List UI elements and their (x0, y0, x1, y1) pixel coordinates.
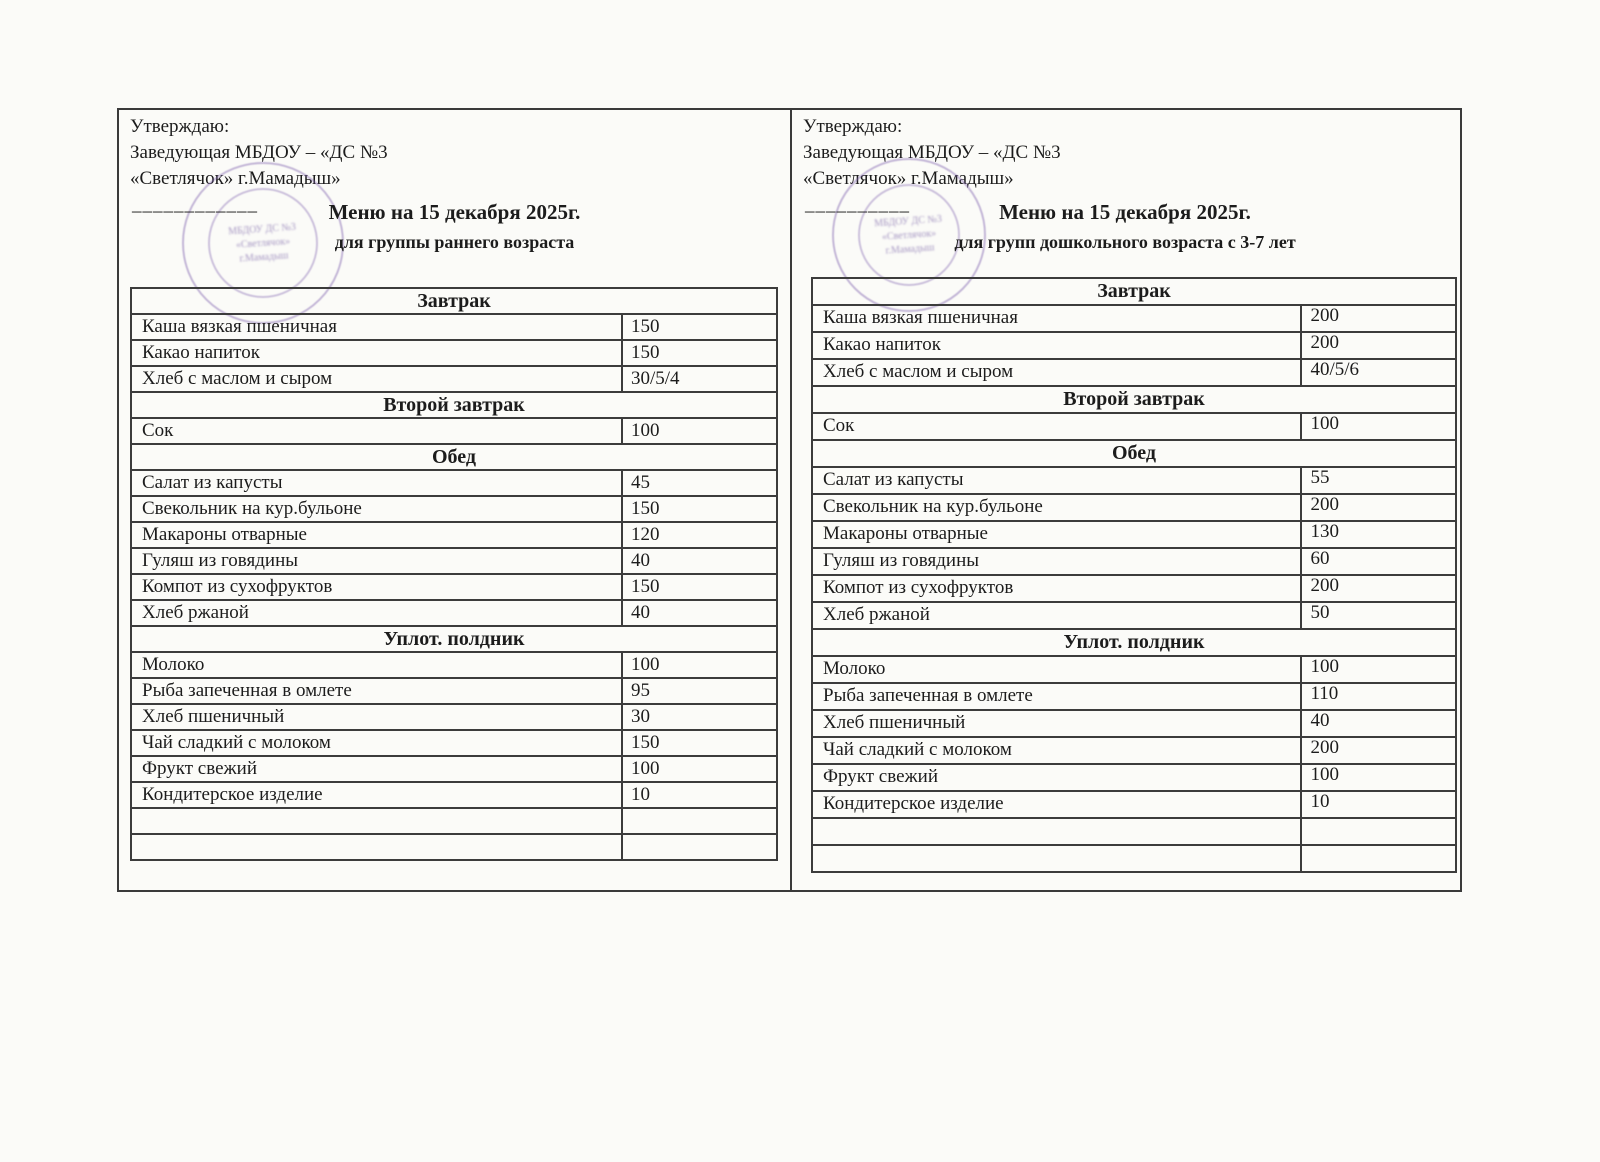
portion-grams: 60 (1301, 548, 1456, 575)
menu-table (130, 287, 778, 861)
portion-grams: 200 (1301, 737, 1456, 764)
menu-item-row (131, 652, 777, 678)
dish-name (812, 845, 1301, 872)
dish-name: Гуляш из говядины (131, 548, 622, 574)
meal-section-label: Уплот. полдник (812, 629, 1456, 656)
menu-item-row (812, 683, 1456, 710)
menu-item-row (812, 467, 1456, 494)
portion-grams: 10 (622, 782, 777, 808)
portion-grams: 150 (622, 574, 777, 600)
dish-name: Компот из сухофруктов (131, 574, 622, 600)
menu-item-row (812, 305, 1456, 332)
menu-subtitle: для группы раннего возраста (334, 232, 575, 252)
portion-grams: 150 (622, 496, 777, 522)
meal-section-row (131, 288, 777, 314)
portion-grams: 120 (622, 522, 777, 548)
portion-grams: 100 (622, 418, 777, 444)
menu-item-row (812, 818, 1456, 845)
portion-grams: 100 (622, 756, 777, 782)
portion-grams: 40 (622, 548, 777, 574)
menu-table (811, 277, 1457, 873)
dish-name: Хлеб ржаной (812, 602, 1301, 629)
portion-grams: 95 (622, 678, 777, 704)
menu-item-row (131, 756, 777, 782)
dish-name: Какао напиток (131, 340, 622, 366)
dish-name (131, 808, 622, 834)
dish-name: Салат из капусты (812, 467, 1301, 494)
portion-grams: 40/5/6 (1301, 359, 1456, 386)
portion-grams (622, 808, 777, 834)
dish-name: Хлеб пшеничный (131, 704, 622, 730)
stamp-text: МБДОУ ДС №3 «Светлячок» г.Мамадыш (873, 213, 943, 257)
approval-line: Утверждаю: (130, 116, 230, 137)
dish-name: Каша вязкая пшеничная (131, 314, 622, 340)
menu-item-row (812, 764, 1456, 791)
menu-item-row (812, 521, 1456, 548)
dish-name: Макароны отварные (131, 522, 622, 548)
dish-name: Свекольник на кур.бульоне (131, 496, 622, 522)
menu-item-row (131, 522, 777, 548)
dish-name: Макароны отварные (812, 521, 1301, 548)
portion-grams (1301, 818, 1456, 845)
menu-item-row (812, 791, 1456, 818)
portion-grams: 55 (1301, 467, 1456, 494)
menu-item-row (131, 366, 777, 392)
portion-grams: 50 (1301, 602, 1456, 629)
meal-section-row (812, 386, 1456, 413)
meal-section-row (812, 278, 1456, 305)
menu-item-row (131, 834, 777, 860)
menu-item-row (131, 340, 777, 366)
dish-name: Рыба запеченная в омлете (131, 678, 622, 704)
portion-grams: 110 (1301, 683, 1456, 710)
portion-grams: 100 (1301, 656, 1456, 683)
dish-name: Гуляш из говядины (812, 548, 1301, 575)
menu-item-row (812, 845, 1456, 872)
approval-line: Заведующая МБДОУ – «ДС №3 (130, 142, 388, 163)
menu-item-row (131, 808, 777, 834)
portion-grams: 10 (1301, 791, 1456, 818)
document-border (117, 108, 1462, 892)
dish-name: Хлеб пшеничный (812, 710, 1301, 737)
menu-item-row (812, 737, 1456, 764)
menu-item-row (812, 413, 1456, 440)
menu-item-row (131, 730, 777, 756)
dish-name: Каша вязкая пшеничная (812, 305, 1301, 332)
dish-name: Чай сладкий с молоком (131, 730, 622, 756)
portion-grams: 30 (622, 704, 777, 730)
menu-title: Меню на 15 декабря 2025г. (999, 200, 1251, 224)
meal-section-label: Уплот. полдник (131, 626, 777, 652)
meal-section-row (812, 629, 1456, 656)
dish-name: Кондитерское изделие (131, 782, 622, 808)
approval-line: Утверждаю: (803, 116, 903, 137)
dish-name (131, 834, 622, 860)
menu-item-row (812, 359, 1456, 386)
dish-name: Сок (131, 418, 622, 444)
dish-name: Сок (812, 413, 1301, 440)
meal-section-row (131, 444, 777, 470)
portion-grams: 200 (1301, 305, 1456, 332)
portion-grams: 100 (622, 652, 777, 678)
dish-name: Фрукт свежий (131, 756, 622, 782)
dish-name: Чай сладкий с молоком (812, 737, 1301, 764)
menu-item-row (131, 418, 777, 444)
menu-title: Меню на 15 декабря 2025г. (328, 200, 581, 224)
menu-item-row (131, 600, 777, 626)
dish-name: Рыба запеченная в омлете (812, 683, 1301, 710)
menu-item-row (812, 332, 1456, 359)
portion-grams: 30/5/4 (622, 366, 777, 392)
dish-name: Компот из сухофруктов (812, 575, 1301, 602)
signature-line: ____________ (132, 194, 258, 215)
menu-item-row (131, 548, 777, 574)
meal-section-label: Обед (812, 440, 1456, 467)
portion-grams (622, 834, 777, 860)
menu-item-row (131, 496, 777, 522)
menu-item-row (131, 314, 777, 340)
menu-subtitle: для групп дошкольного возраста с 3-7 лет (954, 232, 1296, 252)
dish-name: Какао напиток (812, 332, 1301, 359)
portion-grams: 150 (622, 340, 777, 366)
portion-grams (1301, 845, 1456, 872)
meal-section-row (812, 440, 1456, 467)
dish-name: Хлеб с маслом и сыром (812, 359, 1301, 386)
signature-line: __________ (805, 194, 910, 215)
portion-grams: 45 (622, 470, 777, 496)
dish-name: Салат из капусты (131, 470, 622, 496)
menu-item-row (131, 704, 777, 730)
portion-grams: 200 (1301, 494, 1456, 521)
menu-panel-early-age (119, 110, 790, 890)
menu-item-row (812, 710, 1456, 737)
menu-panel-preschool (792, 110, 1458, 890)
portion-grams: 100 (1301, 413, 1456, 440)
dish-name (812, 818, 1301, 845)
meal-section-label: Завтрак (812, 278, 1456, 305)
dish-name: Кондитерское изделие (812, 791, 1301, 818)
portion-grams: 150 (622, 730, 777, 756)
dish-name: Хлеб с маслом и сыром (131, 366, 622, 392)
menu-item-row (131, 470, 777, 496)
menu-item-row (812, 575, 1456, 602)
meal-section-label: Второй завтрак (131, 392, 777, 418)
stamp-text: МБДОУ ДС №3 «Светлячок» г.Мамадыш (227, 221, 297, 265)
menu-item-row (812, 656, 1456, 683)
meal-section-label: Завтрак (131, 288, 777, 314)
dish-name: Свекольник на кур.бульоне (812, 494, 1301, 521)
dish-name: Молоко (131, 652, 622, 678)
dish-name: Молоко (812, 656, 1301, 683)
dish-name: Фрукт свежий (812, 764, 1301, 791)
menu-item-row (812, 494, 1456, 521)
portion-grams: 40 (1301, 710, 1456, 737)
menu-item-row (812, 548, 1456, 575)
approval-line: «Светлячок» г.Мамадыш» (803, 168, 1014, 189)
meal-section-row (131, 392, 777, 418)
portion-grams: 100 (1301, 764, 1456, 791)
meal-section-label: Обед (131, 444, 777, 470)
portion-grams: 200 (1301, 575, 1456, 602)
menu-item-row (131, 574, 777, 600)
menu-item-row (812, 602, 1456, 629)
dish-name: Хлеб ржаной (131, 600, 622, 626)
portion-grams: 130 (1301, 521, 1456, 548)
approval-line: Заведующая МБДОУ – «ДС №3 (803, 142, 1061, 163)
portion-grams: 200 (1301, 332, 1456, 359)
portion-grams: 40 (622, 600, 777, 626)
approval-line: «Светлячок» г.Мамадыш» (130, 168, 341, 189)
menu-item-row (131, 782, 777, 808)
meal-section-row (131, 626, 777, 652)
portion-grams: 150 (622, 314, 777, 340)
menu-item-row (131, 678, 777, 704)
meal-section-label: Второй завтрак (812, 386, 1456, 413)
